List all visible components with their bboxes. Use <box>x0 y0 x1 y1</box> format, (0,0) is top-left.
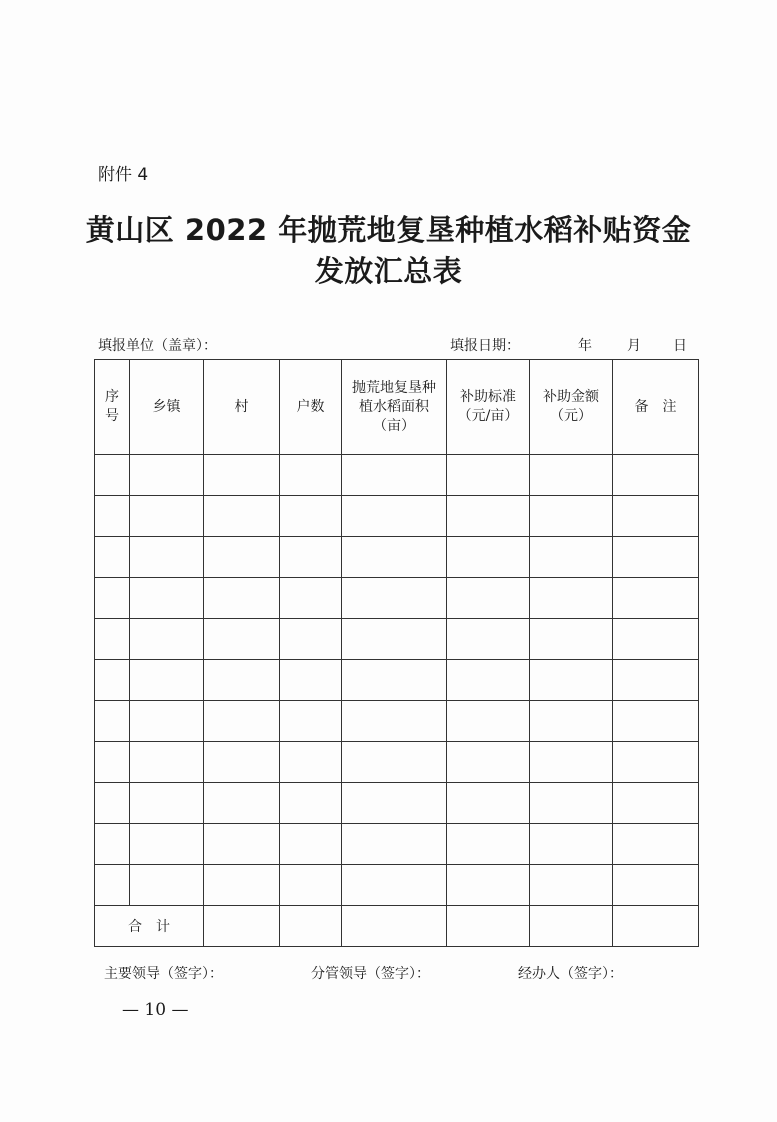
table-cell[interactable] <box>447 578 530 619</box>
date-day-label: 日 <box>673 338 687 354</box>
table-cell[interactable] <box>95 824 130 865</box>
table-cell[interactable] <box>613 578 699 619</box>
table-cell[interactable] <box>130 619 204 660</box>
total-label: 合 计 <box>95 906 204 947</box>
signature-handler: 经办人（签字）： <box>518 966 623 982</box>
table-cell[interactable] <box>280 783 342 824</box>
table-cell[interactable] <box>204 455 280 496</box>
table-cell[interactable] <box>95 865 130 906</box>
table-cell[interactable] <box>280 701 342 742</box>
table-cell[interactable] <box>447 906 530 947</box>
table-cell[interactable] <box>342 619 447 660</box>
table-cell[interactable] <box>342 783 447 824</box>
table-cell[interactable] <box>613 496 699 537</box>
table-cell[interactable] <box>95 742 130 783</box>
table-cell[interactable] <box>280 660 342 701</box>
header-row <box>95 360 699 455</box>
summary-table <box>94 359 699 947</box>
fill-date-label: 填报日期： <box>450 338 520 354</box>
table-cell[interactable] <box>447 783 530 824</box>
table-cell[interactable] <box>130 701 204 742</box>
table-row <box>95 619 699 660</box>
table-cell[interactable] <box>204 865 280 906</box>
table-cell[interactable] <box>613 824 699 865</box>
table-cell[interactable] <box>130 824 204 865</box>
table-row <box>95 455 699 496</box>
table-cell[interactable] <box>280 865 342 906</box>
table-cell[interactable] <box>613 660 699 701</box>
table-cell[interactable] <box>530 701 613 742</box>
table-cell[interactable] <box>447 660 530 701</box>
table-cell[interactable] <box>342 701 447 742</box>
table-cell[interactable] <box>613 619 699 660</box>
table-cell[interactable] <box>447 496 530 537</box>
table-cell[interactable] <box>530 865 613 906</box>
table-cell[interactable] <box>280 824 342 865</box>
table-cell[interactable] <box>280 578 342 619</box>
table-cell[interactable] <box>342 496 447 537</box>
table-cell[interactable] <box>204 701 280 742</box>
table-cell[interactable] <box>530 824 613 865</box>
table-cell[interactable] <box>530 742 613 783</box>
table-cell[interactable] <box>204 578 280 619</box>
table-cell[interactable] <box>530 660 613 701</box>
header-cell-area: 抛荒地复垦种植水稻面积（亩） <box>342 360 447 455</box>
date-month-label: 月 <box>627 338 641 354</box>
table-cell[interactable] <box>204 824 280 865</box>
document-title: 黄山区 2022 年抛荒地复垦种植水稻补贴资金 <box>85 213 692 247</box>
table-cell[interactable] <box>613 455 699 496</box>
table-cell[interactable] <box>447 865 530 906</box>
table-row <box>95 783 699 824</box>
table-row <box>95 865 699 906</box>
table-cell[interactable] <box>613 742 699 783</box>
table-cell[interactable] <box>130 455 204 496</box>
table-cell[interactable] <box>342 660 447 701</box>
table-row <box>95 496 699 537</box>
table-cell[interactable] <box>130 660 204 701</box>
table-cell[interactable] <box>95 619 130 660</box>
table-cell[interactable] <box>280 742 342 783</box>
table-cell[interactable] <box>130 865 204 906</box>
table-cell[interactable] <box>530 496 613 537</box>
table-cell[interactable] <box>95 660 130 701</box>
total-row <box>95 906 699 947</box>
header-cell-subsidy-standard: 补助标准（元/亩） <box>447 360 530 455</box>
table-cell[interactable] <box>447 619 530 660</box>
page-number: — 10 — <box>122 1000 189 1020</box>
header-cell-households: 户数 <box>280 360 342 455</box>
table-cell[interactable] <box>95 455 130 496</box>
table-row <box>95 578 699 619</box>
table-cell[interactable] <box>95 578 130 619</box>
header-cell-remarks: 备 注 <box>613 360 699 455</box>
date-year-label: 年 <box>578 338 592 354</box>
table-cell[interactable] <box>342 824 447 865</box>
table-cell[interactable] <box>530 537 613 578</box>
table-row <box>95 824 699 865</box>
table-cell[interactable] <box>342 865 447 906</box>
table-cell[interactable] <box>530 578 613 619</box>
table-cell[interactable] <box>204 660 280 701</box>
table-cell[interactable] <box>613 783 699 824</box>
table-cell[interactable] <box>342 455 447 496</box>
table-cell[interactable] <box>204 783 280 824</box>
table-cell[interactable] <box>280 496 342 537</box>
table-row <box>95 701 699 742</box>
signature-main-leader: 主要领导（签字）： <box>104 966 223 982</box>
table-cell[interactable] <box>280 619 342 660</box>
table-cell[interactable] <box>204 496 280 537</box>
table-cell[interactable] <box>530 783 613 824</box>
table-row <box>95 537 699 578</box>
header-cell-index: 序号 <box>95 360 130 455</box>
header-cell-subsidy-amount: 补助金额（元） <box>530 360 613 455</box>
header-cell-village: 村 <box>204 360 280 455</box>
table-cell[interactable] <box>613 537 699 578</box>
table-cell[interactable] <box>342 578 447 619</box>
table-cell[interactable] <box>204 906 280 947</box>
table-cell[interactable] <box>280 537 342 578</box>
table-cell[interactable] <box>447 537 530 578</box>
table-cell[interactable] <box>447 701 530 742</box>
table-cell[interactable] <box>342 906 447 947</box>
table-cell[interactable] <box>204 537 280 578</box>
table-cell[interactable] <box>95 537 130 578</box>
table-row <box>95 660 699 701</box>
attachment-label: 附件 4 <box>98 165 149 185</box>
table-cell[interactable] <box>130 742 204 783</box>
table-cell[interactable] <box>613 865 699 906</box>
table-cell[interactable] <box>130 537 204 578</box>
table-cell[interactable] <box>204 619 280 660</box>
table-cell[interactable] <box>613 701 699 742</box>
table-row <box>95 742 699 783</box>
table-cell[interactable] <box>95 496 130 537</box>
table-cell[interactable] <box>280 906 342 947</box>
signature-deputy-leader: 分管领导（签字）： <box>311 966 430 982</box>
table-cell[interactable] <box>280 455 342 496</box>
table-cell[interactable] <box>130 496 204 537</box>
table-cell[interactable] <box>204 742 280 783</box>
table-cell[interactable] <box>530 619 613 660</box>
table-cell[interactable] <box>130 783 204 824</box>
table-cell[interactable] <box>447 742 530 783</box>
fill-unit-label: 填报单位（盖章）： <box>98 338 217 354</box>
table-cell[interactable] <box>95 701 130 742</box>
table-cell[interactable] <box>613 906 699 947</box>
table-cell[interactable] <box>342 742 447 783</box>
table-cell[interactable] <box>530 455 613 496</box>
document-title-line2: 发放汇总表 <box>314 254 463 288</box>
table-cell[interactable] <box>530 906 613 947</box>
header-cell-town: 乡镇 <box>130 360 204 455</box>
table-cell[interactable] <box>342 537 447 578</box>
table-cell[interactable] <box>447 824 530 865</box>
table-cell[interactable] <box>95 783 130 824</box>
table-cell[interactable] <box>130 578 204 619</box>
table-cell[interactable] <box>447 455 530 496</box>
